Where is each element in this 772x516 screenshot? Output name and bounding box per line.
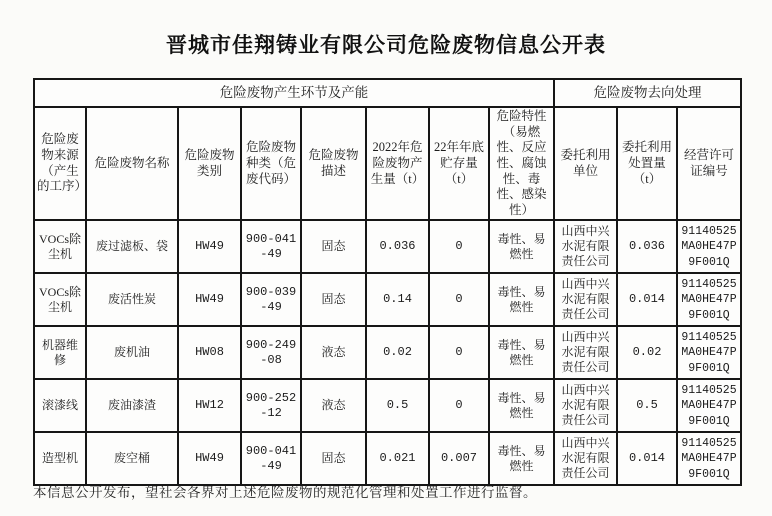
cell-disposal-amount: 0.014 [617, 273, 677, 326]
col-header-characteristics: 危险特性（易燃性、反应性、腐蚀性、毒性、感染性） [489, 107, 554, 220]
cell-2022-output: 0.036 [366, 220, 429, 273]
cell-characteristics: 毒性、易燃性 [489, 326, 554, 379]
cell-category: HW49 [178, 273, 241, 326]
cell-license-number: 91140525MA0HE47P9F001Q [677, 379, 741, 432]
cell-waste-code: 900-041-49 [241, 220, 301, 273]
col-header-2022-output: 2022年危险废物产生量（t） [366, 107, 429, 220]
col-header-waste-code: 危险废物种类（危废代码） [241, 107, 301, 220]
table-row [34, 273, 741, 326]
cell-disposal-amount: 0.036 [617, 220, 677, 273]
cell-license-number: 91140525MA0HE47P9F001Q [677, 273, 741, 326]
cell-waste-name: 废空桶 [86, 432, 178, 485]
cell-waste-name: 废活性炭 [86, 273, 178, 326]
col-header-disposal-amount: 委托利用处置量（t） [617, 107, 677, 220]
cell-2022-output: 0.02 [366, 326, 429, 379]
cell-yearend-storage: 0 [429, 220, 489, 273]
cell-waste-name: 废机油 [86, 326, 178, 379]
cell-disposal-amount: 0.5 [617, 379, 677, 432]
hazardous-waste-table [33, 78, 742, 486]
cell-entrusted-unit: 山西中兴水泥有限责任公司 [554, 432, 617, 485]
col-header-source: 危险废物来源（产生的工序） [34, 107, 86, 220]
group-header-disposal: 危险废物去向处理 [554, 79, 741, 107]
col-header-license-number: 经营许可证编号 [677, 107, 741, 220]
col-header-category: 危险废物类别 [178, 107, 241, 220]
col-header-description: 危险废物描述 [301, 107, 366, 220]
cell-waste-code: 900-039-49 [241, 273, 301, 326]
cell-waste-name: 废过滤板、袋 [86, 220, 178, 273]
cell-description: 固态 [301, 273, 366, 326]
table-row [34, 432, 741, 485]
page-title: 晋城市佳翔铸业有限公司危险废物信息公开表 [166, 33, 606, 57]
cell-entrusted-unit: 山西中兴水泥有限责任公司 [554, 273, 617, 326]
table-row [34, 220, 741, 273]
cell-disposal-amount: 0.02 [617, 326, 677, 379]
cell-characteristics: 毒性、易燃性 [489, 273, 554, 326]
cell-yearend-storage: 0 [429, 273, 489, 326]
cell-yearend-storage: 0.007 [429, 432, 489, 485]
cell-category: HW49 [178, 220, 241, 273]
cell-description: 固态 [301, 432, 366, 485]
table-row [34, 326, 741, 379]
cell-description: 液态 [301, 379, 366, 432]
cell-license-number: 91140525MA0HE47P9F001Q [677, 326, 741, 379]
cell-category: HW49 [178, 432, 241, 485]
column-header-row [34, 107, 741, 220]
cell-waste-code: 900-249-08 [241, 326, 301, 379]
cell-2022-output: 0.5 [366, 379, 429, 432]
cell-source: 机器维修 [34, 326, 86, 379]
cell-category: HW12 [178, 379, 241, 432]
cell-category: HW08 [178, 326, 241, 379]
cell-description: 液态 [301, 326, 366, 379]
cell-yearend-storage: 0 [429, 326, 489, 379]
footer-note: 本信息公开发布，望社会各界对上述危险废物的规范化管理和处置工作进行监督。 [33, 485, 537, 500]
group-header-row [34, 79, 741, 107]
cell-characteristics: 毒性、易燃性 [489, 220, 554, 273]
cell-yearend-storage: 0 [429, 379, 489, 432]
cell-license-number: 91140525MA0HE47P9F001Q [677, 432, 741, 485]
col-header-waste-name: 危险废物名称 [86, 107, 178, 220]
cell-source: VOCs除尘机 [34, 273, 86, 326]
col-header-yearend-storage: 22年年底贮存量（t） [429, 107, 489, 220]
cell-entrusted-unit: 山西中兴水泥有限责任公司 [554, 379, 617, 432]
cell-2022-output: 0.14 [366, 273, 429, 326]
cell-characteristics: 毒性、易燃性 [489, 379, 554, 432]
cell-waste-name: 废油漆渣 [86, 379, 178, 432]
cell-waste-code: 900-041-49 [241, 432, 301, 485]
col-header-entrusted-unit: 委托利用单位 [554, 107, 617, 220]
cell-license-number: 91140525MA0HE47P9F001Q [677, 220, 741, 273]
cell-waste-code: 900-252-12 [241, 379, 301, 432]
cell-source: 滚漆线 [34, 379, 86, 432]
cell-entrusted-unit: 山西中兴水泥有限责任公司 [554, 220, 617, 273]
group-header-production: 危险废物产生环节及产能 [34, 79, 554, 107]
cell-source: VOCs除尘机 [34, 220, 86, 273]
cell-entrusted-unit: 山西中兴水泥有限责任公司 [554, 326, 617, 379]
cell-description: 固态 [301, 220, 366, 273]
cell-source: 造型机 [34, 432, 86, 485]
cell-characteristics: 毒性、易燃性 [489, 432, 554, 485]
cell-disposal-amount: 0.014 [617, 432, 677, 485]
cell-2022-output: 0.021 [366, 432, 429, 485]
table-row [34, 379, 741, 432]
